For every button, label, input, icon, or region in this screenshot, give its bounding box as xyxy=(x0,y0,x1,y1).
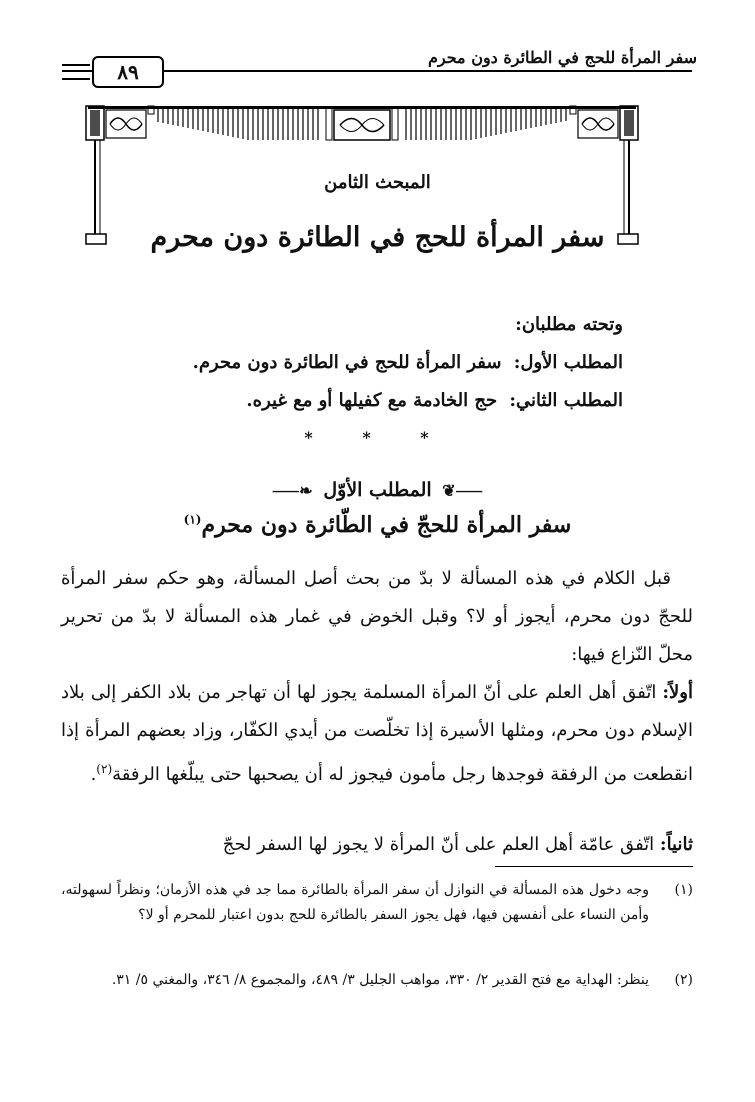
intro-item-text: سفر المرأة للحج في الطائرة دون محرم. xyxy=(192,352,502,373)
intro-item-1 xyxy=(193,352,623,373)
page-number: ٨٩ xyxy=(92,56,164,88)
separator-stars: * * * xyxy=(304,428,451,447)
footnote-rule xyxy=(495,866,693,867)
intro-lead: وتحته مطلبان: xyxy=(515,314,623,335)
footnote-2 xyxy=(61,968,693,993)
subsection-title: سفر المرأة للحجّ في الطّائرة دون محرم xyxy=(201,512,572,538)
intro-item-text: حج الخادمة مع كفيلها أو مع غيره. xyxy=(246,390,498,411)
paragraph-text: اتّفق أهل العلم على أنّ المرأة المسلمة يجوز لها أن تهاجر من بلاد الكفر إلى بلاد الإسلام دون محرم، ومثلها الأسيرة إذا تخلّصت من أيدي الكفّار، وزاد بعضهم المرأة إذا انقطعت من الرفقة فوجدها رجل مأمون فيجوز له أن يصحبها حتى يبلّغها الرفقة xyxy=(61,682,693,785)
footnote-text: ينظر: الهداية مع فتح القدير ٢/ ٣٣٠، مواهب الجليل ٣/ ٤٨٩، والمجموع ٨/ ٣٤٦، والمغني ٥/ ٣١. xyxy=(111,972,649,988)
footnote-1 xyxy=(61,878,693,928)
flourish-left-icon: ❧⸺ xyxy=(272,481,313,500)
paragraph-end: . xyxy=(90,764,97,785)
section-title: سفر المرأة للحج في الطائرة دون محرم xyxy=(150,222,605,253)
flourish-right-icon: ⸺❦ xyxy=(442,481,483,500)
footnote-ref-2: (٢) xyxy=(96,762,113,776)
subsection-label-wrap xyxy=(0,478,755,501)
paragraph-3 xyxy=(61,826,693,864)
running-title: سفر المرأة للحج في الطائرة دون محرم xyxy=(427,48,697,67)
section-label: المبحث الثامن xyxy=(324,172,431,193)
paragraph-lead: ثانياً: xyxy=(659,834,693,855)
subsection-title-wrap xyxy=(0,512,755,538)
intro-item-2 xyxy=(246,390,623,411)
footnote-text: وجه دخول هذه المسألة في النوازل أن سفر المرأة بالطائرة مما جد في هذه الأزمان؛ ونظراً لسهولته، وأمن النساء على أنفسهن فيها، فهل يجوز السفر بالطائرة للحج بدون اعتبار للمحرم أو لا؟ xyxy=(61,882,649,923)
footnote-ref-1: (١) xyxy=(183,512,202,527)
paragraph-lead: أولاً: xyxy=(662,682,693,703)
intro-item-key: المطلب الأول: xyxy=(513,352,623,373)
subsection-label: المطلب الأوّل xyxy=(323,479,432,501)
intro-item-key: المطلب الثاني: xyxy=(509,390,623,411)
footnote-number: (٢) xyxy=(674,972,693,988)
paragraph-1 xyxy=(61,560,693,674)
paragraph-text: قبل الكلام في هذه المسألة لا بدّ من بحث أصل المسألة، وهو حكم سفر المرأة للحجّ دون محرم، أيجوز أو لا؟ وقبل الخوض في غمار هذه المسألة لا بدّ من تحرير محلّ النّزاع فيها: xyxy=(61,568,693,665)
paragraph-2 xyxy=(61,674,693,794)
footnote-number: (١) xyxy=(674,882,693,898)
paragraph-text: اتّفق عامّة أهل العلم على أنّ المرأة لا يجوز لها السفر لحجّ xyxy=(222,834,655,855)
header-double-rule xyxy=(62,64,90,80)
